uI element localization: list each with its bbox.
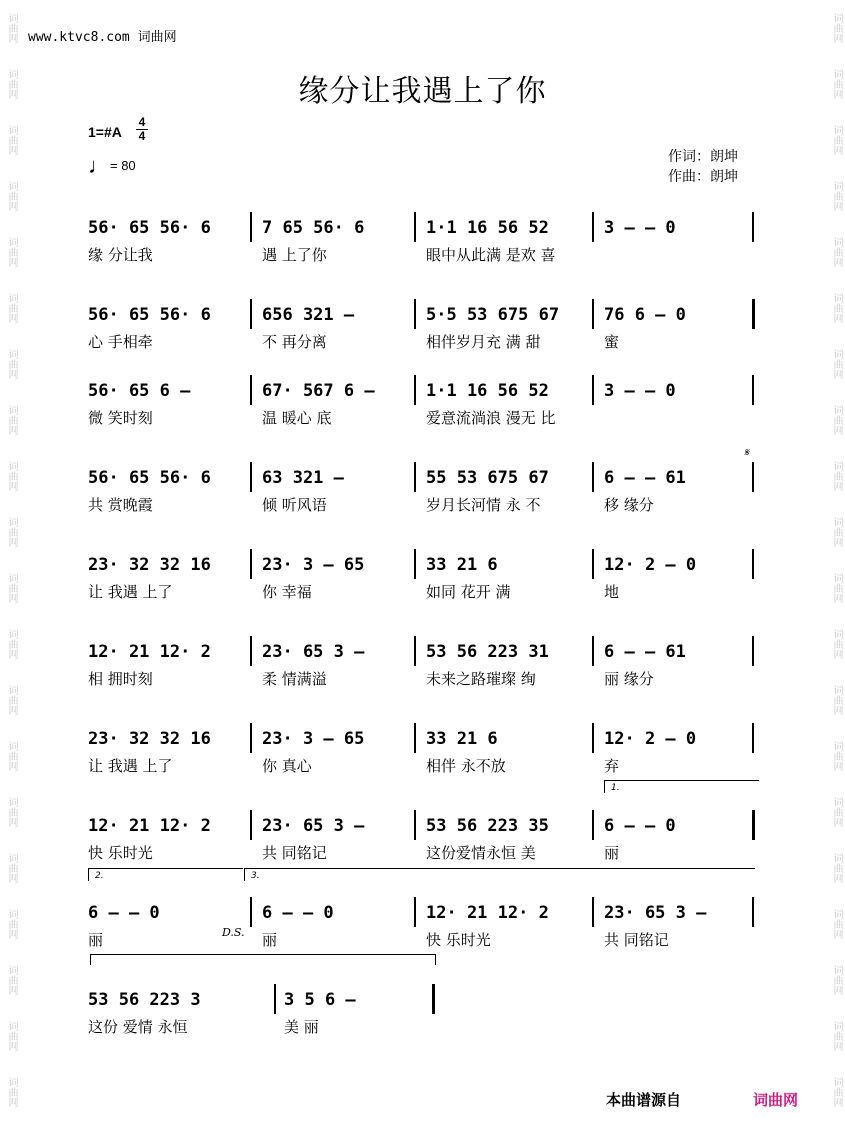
measure-notes: 1·1 16 56 52 (426, 381, 549, 401)
bar-line (250, 462, 252, 492)
measure-notes: 6 – – 61 (604, 468, 686, 488)
measure-lyrics: 地 (604, 583, 620, 601)
watermark-text: 词曲网 (6, 741, 17, 771)
volta-third-ending: 3. (244, 868, 755, 881)
watermark-text: 词曲网 (6, 517, 17, 547)
bar-line (752, 212, 754, 242)
measure-notes: 3 – – 0 (604, 381, 676, 401)
watermark-text: 词曲网 (831, 405, 842, 435)
footer-brand-link[interactable]: 词曲网 (753, 1091, 799, 1109)
measure-notes: 6 – – 61 (604, 642, 686, 662)
bar-line (414, 375, 416, 405)
measure-lyrics: 如同 花开 满 (426, 583, 511, 601)
tempo-value: = 80 (110, 158, 136, 173)
measure-notes: 12· 21 12· 2 (88, 642, 211, 662)
watermark-text: 词曲网 (6, 461, 17, 491)
bar-line (274, 984, 276, 1014)
watermark-text: 词曲网 (6, 181, 17, 211)
measure-notes: 6 – – 0 (88, 903, 160, 923)
score-row (0, 218, 845, 288)
measure-notes: 23· 3 – 65 (262, 729, 365, 749)
bar-line (414, 897, 416, 927)
measure-notes: 53 56 223 35 (426, 816, 549, 836)
measure-lyrics: 让 我遇 上了 (88, 757, 173, 775)
bar-line (250, 723, 252, 753)
watermark-text: 词曲网 (831, 629, 842, 659)
bar-line (752, 299, 755, 329)
measure-lyrics: 你 幸福 (262, 583, 312, 601)
measure-lyrics: 这份 爱情 永恒 (88, 1018, 188, 1036)
measure-notes: 53 56 223 31 (426, 642, 549, 662)
bar-line (414, 549, 416, 579)
measure-notes: 1·1 16 56 52 (426, 218, 549, 238)
measure-notes: 5·5 53 675 67 (426, 305, 560, 325)
bar-line (592, 549, 594, 579)
watermark-text: 词曲网 (6, 797, 17, 827)
measure-notes: 6 – – 0 (262, 903, 334, 923)
watermark-text: 词曲网 (6, 853, 17, 883)
watermark-text: 词曲网 (831, 181, 842, 211)
measure-lyrics: 遇 上了你 (262, 246, 327, 264)
bar-line (250, 810, 252, 840)
measure-notes: 3 – – 0 (604, 218, 676, 238)
watermark-text: 词曲网 (831, 1021, 842, 1051)
watermark-text: 词曲网 (6, 69, 17, 99)
measure-lyrics: 丽 (604, 844, 620, 862)
bar-line (414, 810, 416, 840)
bar-line (752, 723, 754, 753)
bar-line (752, 549, 754, 579)
volta-second-ending: 2. (88, 868, 243, 881)
bar-line (414, 462, 416, 492)
bar-line (414, 299, 416, 329)
measure-notes: 55 53 675 67 (426, 468, 549, 488)
lyricist-credit: 作词：朗坤 (668, 149, 738, 165)
score-row (0, 642, 845, 712)
measure-notes: 53 56 223 3 (88, 990, 201, 1010)
measure-lyrics: 微 笑时刻 (88, 409, 153, 427)
bar-line (592, 375, 594, 405)
measure-notes: 67· 567 6 – (262, 381, 375, 401)
watermark-text: 词曲网 (831, 461, 842, 491)
watermark-text: 词曲网 (6, 629, 17, 659)
ds-mark: D.S. (222, 926, 245, 939)
measure-lyrics: 你 真心 (262, 757, 312, 775)
bar-line (752, 636, 754, 666)
watermark-text: 词曲网 (831, 13, 842, 43)
measure-lyrics: 共 赏晚霞 (88, 496, 153, 514)
watermark-text: 词曲网 (6, 13, 17, 43)
tempo-marking (88, 153, 136, 178)
time-signature (136, 116, 148, 143)
measure-lyrics: 丽 缘分 (604, 670, 654, 688)
watermark-text: 词曲网 (6, 349, 17, 379)
score-row (0, 468, 845, 538)
watermark-text: 词曲网 (831, 965, 842, 995)
measure-notes: 56· 65 6 – (88, 381, 191, 401)
bar-line (592, 636, 594, 666)
bar-line (592, 462, 594, 492)
measure-lyrics: 丽 (88, 931, 104, 949)
measure-notes: 656 321 – (262, 305, 355, 325)
measure-notes: 12· 2 – 0 (604, 729, 697, 749)
key-signature: 1=#A (88, 124, 122, 140)
measure-lyrics: 美 丽 (284, 1018, 319, 1036)
watermark-text: 词曲网 (6, 909, 17, 939)
measure-lyrics: 相伴岁月充 满 甜 (426, 333, 541, 351)
bar-line (250, 375, 252, 405)
watermark-text: 词曲网 (6, 405, 17, 435)
bar-line (752, 462, 754, 492)
quarter-note-icon: ♩ (88, 153, 110, 178)
measure-notes: 56· 65 56· 6 (88, 218, 211, 238)
volta-first-ending: 1. (604, 780, 759, 793)
time-signature-bottom: 4 (136, 129, 148, 143)
watermark-text: 词曲网 (6, 125, 17, 155)
measure-notes: 12· 21 12· 2 (426, 903, 549, 923)
measure-notes: 23· 3 – 65 (262, 555, 365, 575)
bar-line (250, 897, 252, 927)
watermark-text: 词曲网 (6, 1077, 17, 1107)
measure-lyrics: 共 同铭记 (604, 931, 669, 949)
composer-credit: 作曲：朗坤 (668, 169, 738, 185)
measure-notes: 23· 65 3 – (262, 816, 365, 836)
site-header[interactable]: www.ktvc8.com 词曲网 (28, 30, 177, 45)
measure-lyrics: 相伴 永不放 (426, 757, 506, 775)
measure-lyrics: 未来之路璀璨 绚 (426, 670, 536, 688)
watermark-text: 词曲网 (831, 349, 842, 379)
watermark-text: 词曲网 (831, 69, 842, 99)
measure-lyrics: 倾 听风语 (262, 496, 327, 514)
measure-notes: 56· 65 56· 6 (88, 468, 211, 488)
measure-notes: 33 21 6 (426, 729, 498, 749)
measure-notes: 23· 65 3 – (262, 642, 365, 662)
measure-notes: 7 65 56· 6 (262, 218, 365, 238)
measure-lyrics: 心 手相牵 (88, 333, 153, 351)
score-row (0, 555, 845, 625)
measure-lyrics: 快 乐时光 (88, 844, 153, 862)
repeat-bracket (90, 954, 436, 965)
measure-lyrics: 眼中从此满 是欢 喜 (426, 246, 556, 264)
bar-line (432, 984, 435, 1014)
bar-line (752, 375, 754, 405)
watermark-text: 词曲网 (6, 685, 17, 715)
measure-lyrics: 移 缘分 (604, 496, 654, 514)
measure-notes: 6 – – 0 (604, 816, 676, 836)
measure-lyrics: 爱意流淌浪 漫无 比 (426, 409, 556, 427)
footer-source-label: 本曲谱源自 (606, 1091, 682, 1109)
bar-line (250, 549, 252, 579)
measure-notes: 76 6 – 0 (604, 305, 686, 325)
bar-line (592, 897, 594, 927)
measure-notes: 12· 21 12· 2 (88, 816, 211, 836)
watermark-text: 词曲网 (831, 741, 842, 771)
measure-notes: 56· 65 56· 6 (88, 305, 211, 325)
watermark-text: 词曲网 (831, 237, 842, 267)
watermark-text: 词曲网 (6, 573, 17, 603)
watermark-text: 词曲网 (6, 965, 17, 995)
watermark-text: 词曲网 (6, 237, 17, 267)
score-row (0, 990, 845, 1060)
measure-lyrics: 相 拥时刻 (88, 670, 153, 688)
measure-notes: 23· 65 3 – (604, 903, 707, 923)
measure-notes: 23· 32 32 16 (88, 555, 211, 575)
bar-line (592, 299, 594, 329)
watermark-text: 词曲网 (831, 1077, 842, 1107)
measure-lyrics: 温 暖心 底 (262, 409, 332, 427)
watermark-text: 词曲网 (831, 909, 842, 939)
watermark-text: 词曲网 (831, 797, 842, 827)
bar-line (414, 636, 416, 666)
measure-lyrics: 缘 分让我 (88, 246, 153, 264)
bar-line (592, 212, 594, 242)
bar-line (752, 810, 755, 840)
measure-notes: 63 321 – (262, 468, 344, 488)
bar-line (592, 723, 594, 753)
measure-notes: 12· 2 – 0 (604, 555, 697, 575)
bar-line (752, 897, 754, 927)
score-row (0, 381, 845, 451)
watermark-text: 词曲网 (6, 293, 17, 323)
measure-notes: 33 21 6 (426, 555, 498, 575)
watermark-text: 词曲网 (831, 293, 842, 323)
song-title: 缘分让我遇上了你 (298, 74, 547, 109)
bar-line (250, 212, 252, 242)
watermark-text: 词曲网 (831, 685, 842, 715)
measure-lyrics: 岁月长河情 永 不 (426, 496, 541, 514)
bar-line (414, 212, 416, 242)
measure-lyrics: 柔 情满溢 (262, 670, 327, 688)
measure-lyrics: 共 同铭记 (262, 844, 327, 862)
measure-notes: 3 5 6 – (284, 990, 356, 1010)
measure-lyrics: 快 乐时光 (426, 931, 491, 949)
bar-line (250, 636, 252, 666)
watermark-text: 词曲网 (831, 125, 842, 155)
bar-line (592, 810, 594, 840)
bar-line (250, 299, 252, 329)
score-row (0, 305, 845, 375)
watermark-text: 词曲网 (831, 853, 842, 883)
measure-lyrics: 丽 (262, 931, 278, 949)
measure-lyrics: 弃 (604, 757, 620, 775)
measure-lyrics: 不 再分离 (262, 333, 327, 351)
segno-icon: 𝄋 (744, 446, 749, 459)
measure-lyrics: 这份爱情永恒 美 (426, 844, 536, 862)
measure-lyrics: 让 我遇 上了 (88, 583, 173, 601)
watermark-text: 词曲网 (831, 573, 842, 603)
time-signature-top: 4 (138, 115, 146, 129)
measure-lyrics: 蜜 (604, 333, 620, 351)
watermark-text: 词曲网 (831, 517, 842, 547)
measure-notes: 23· 32 32 16 (88, 729, 211, 749)
bar-line (414, 723, 416, 753)
watermark-text: 词曲网 (6, 1021, 17, 1051)
